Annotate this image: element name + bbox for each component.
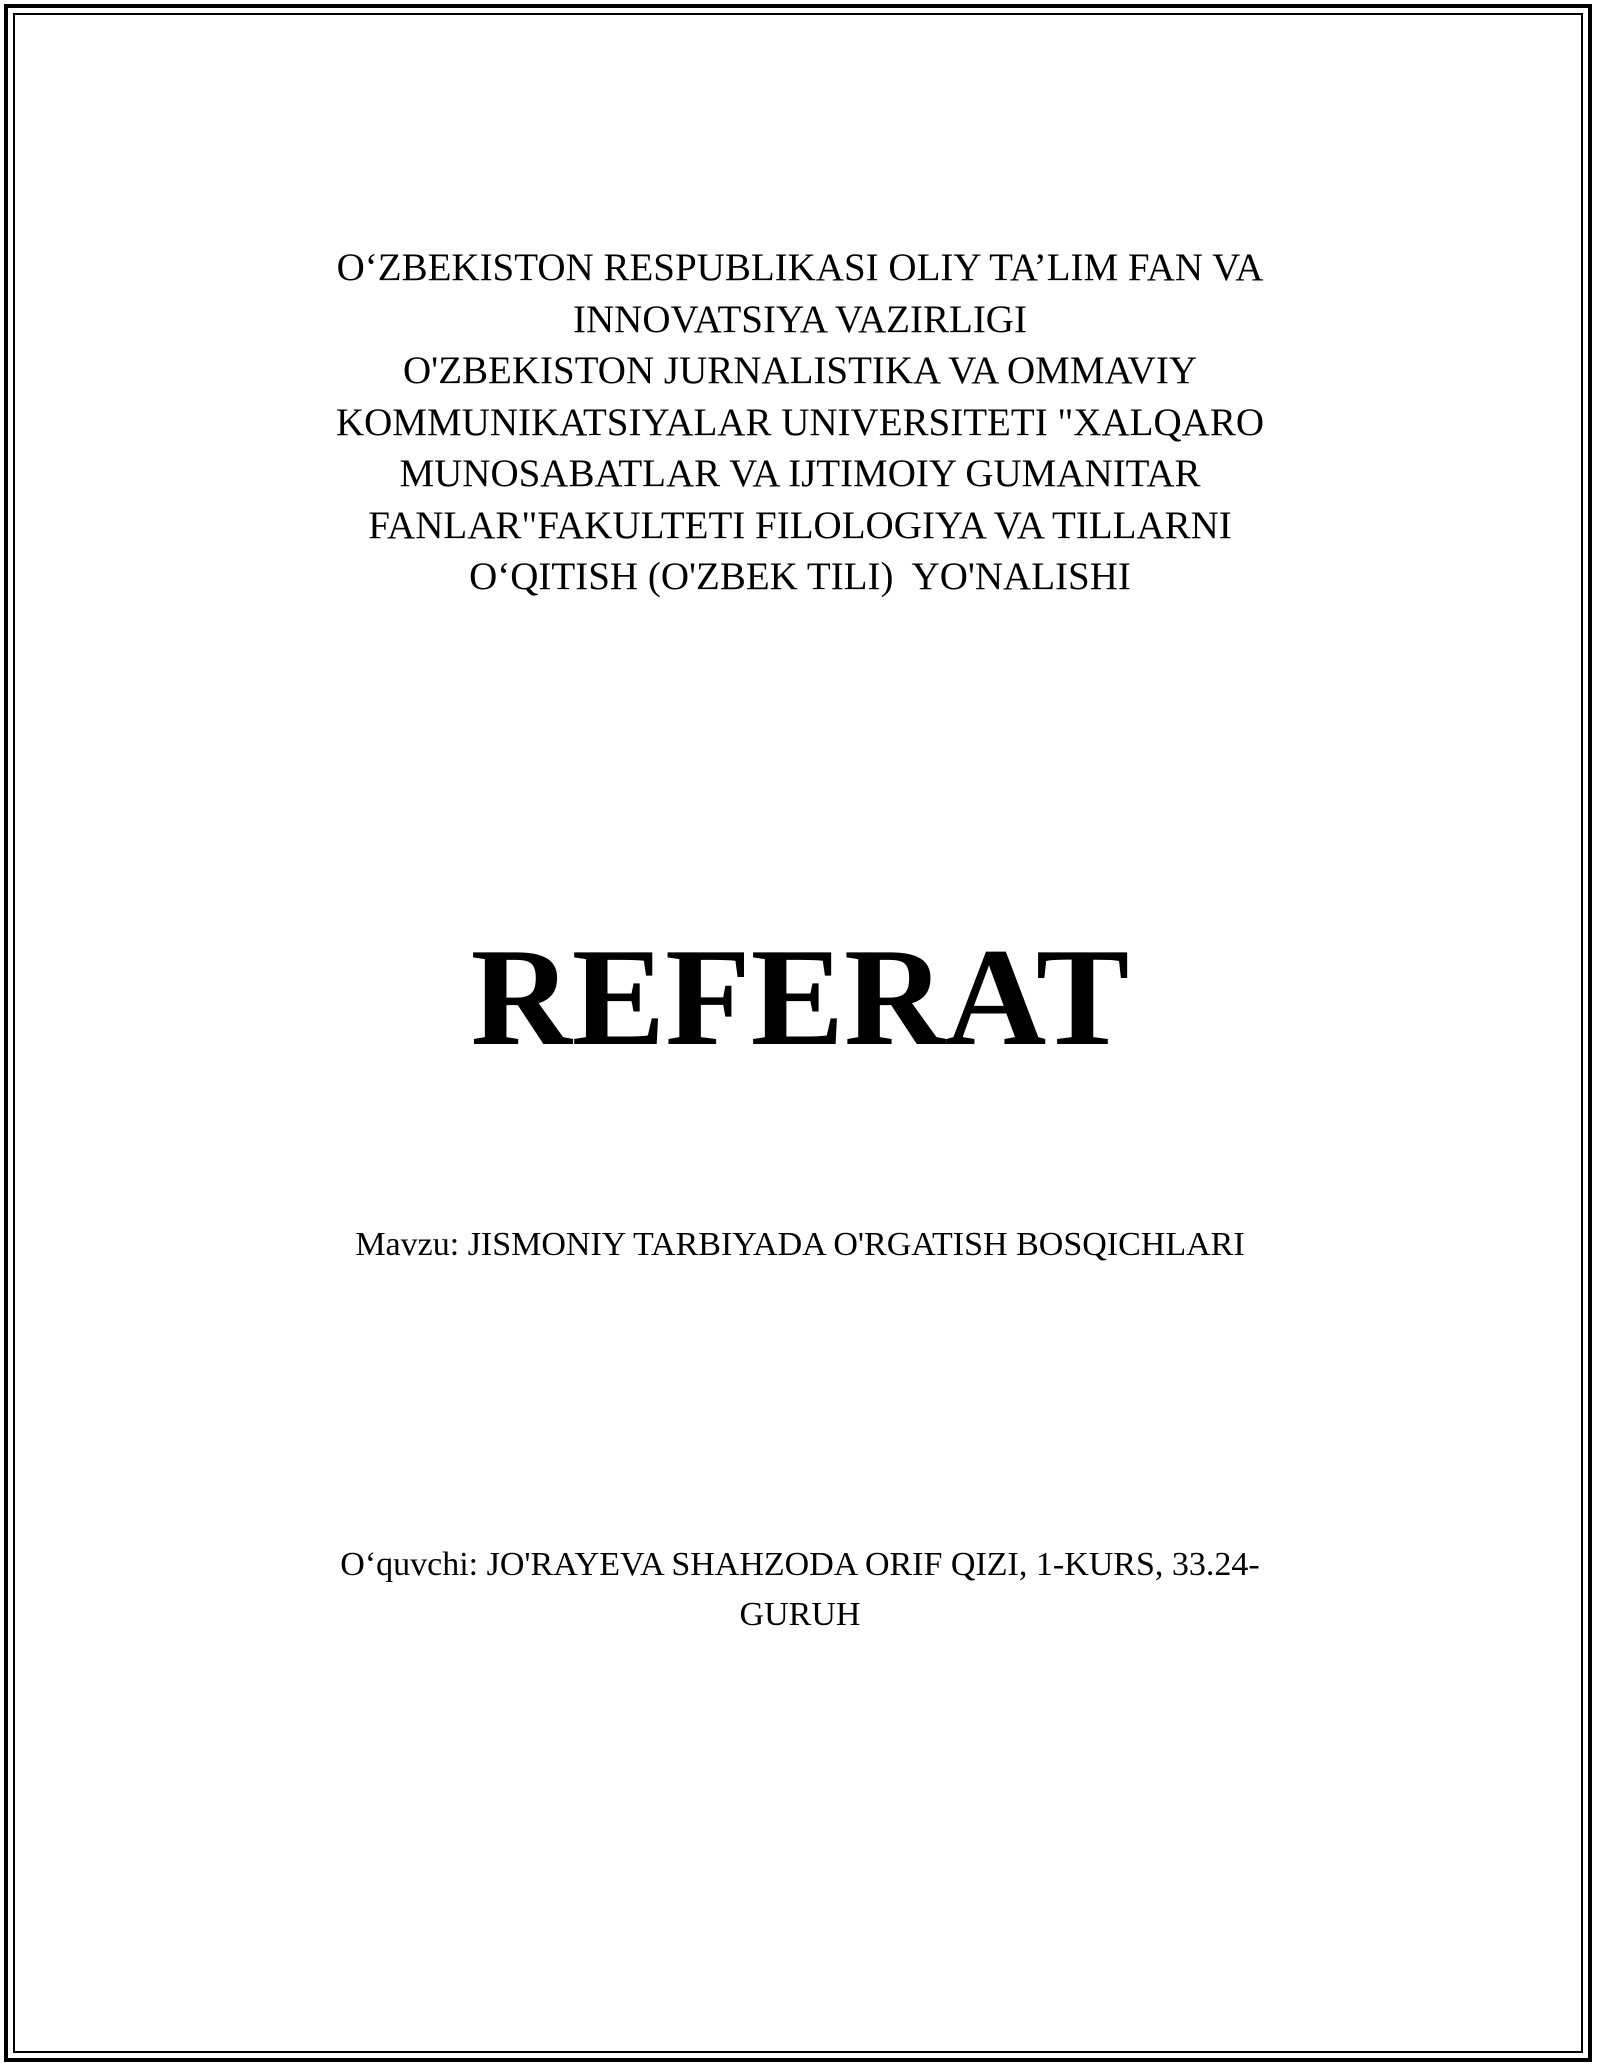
topic-line: Mavzu: JISMONIY TARBIYADA O'RGATISH BOSQICHLARI (355, 1226, 1245, 1263)
header-line: INNOVATSIYA VAZIRLIGI (573, 297, 1027, 341)
header-line: O'ZBEKISTON JURNALISTIKA VA OMMAVIY (403, 349, 1197, 392)
header-line: MUNOSABATLAR VA IJTIMOIY GUMANITAR (399, 452, 1201, 495)
student-info (250, 1540, 1350, 1640)
document-title: REFERAT (470, 920, 1130, 1075)
header-line: O‘ZBEKISTON RESPUBLIKASI OLIY TA’LIM FAN VA (336, 246, 1264, 289)
institution-header (250, 242, 1350, 603)
header-line: KOMMUNIKATSIYALAR UNIVERSITETI "XALQARO (335, 400, 1265, 444)
header-line: FANLAR"FAKULTETI FILOLOGIYA VA TILLARNI (368, 503, 1232, 547)
student-line: O‘quvchi: JO'RAYEVA SHAHZODA ORIF QIZI, 1-KURS, 33.24- (340, 1546, 1260, 1583)
header-line: O‘QITISH (O'ZBEK TILI) YO'NALISHI (469, 555, 1131, 598)
student-line: GURUH (739, 1596, 861, 1633)
